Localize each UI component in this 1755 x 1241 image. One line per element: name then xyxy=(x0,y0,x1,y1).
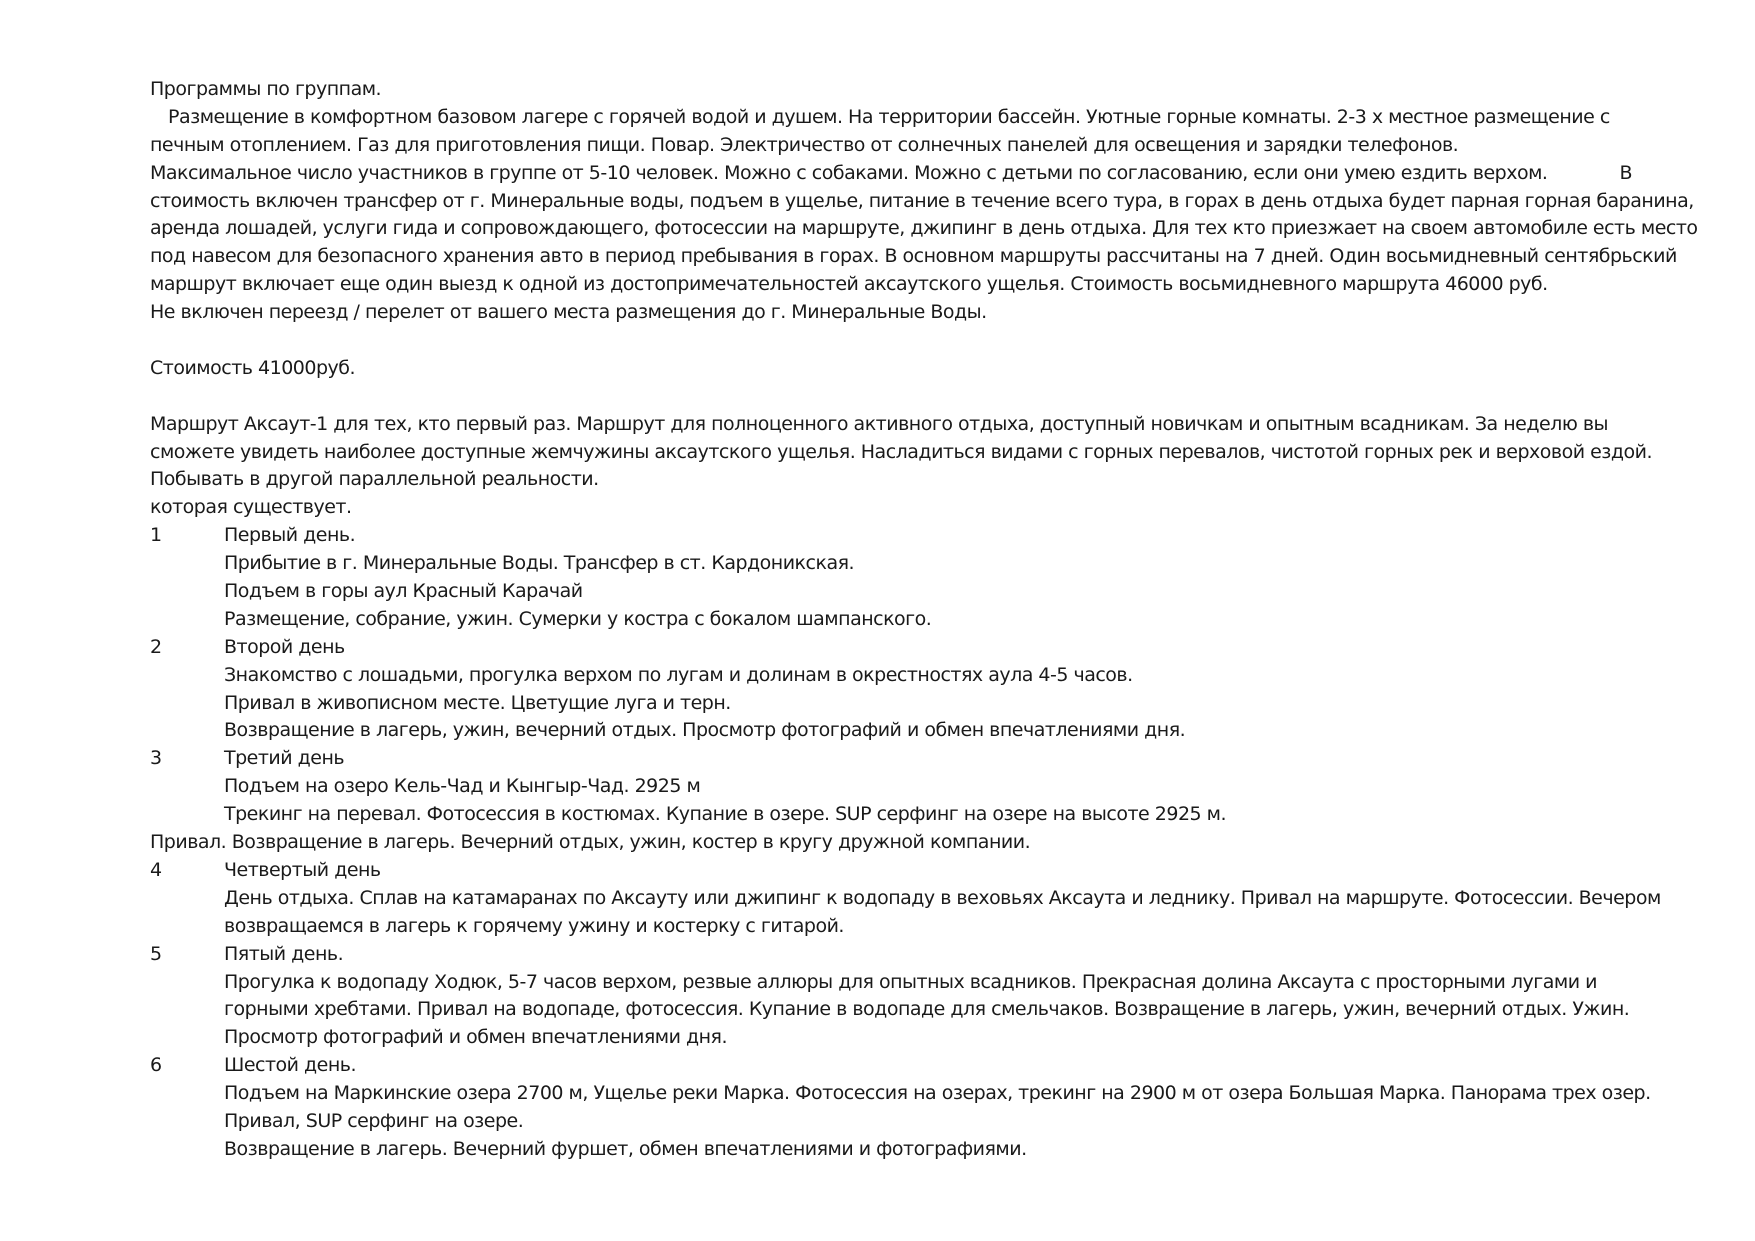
day-number: 3 xyxy=(150,747,162,770)
day-number: 6 xyxy=(150,1054,162,1077)
day-line: Подъем на озеро Кель-Чад и Кынгыр-Чад. 2925 м xyxy=(224,775,701,798)
day-line: Прогулка к водопаду Ходюк, 5-7 часов верхом, резвые аллюры для опытных всадников. Прекрасная долина Аксаута с просторными лугами и xyxy=(224,970,1597,993)
day-heading xyxy=(150,634,1690,662)
day-title: Второй день xyxy=(224,635,345,658)
day-number: 2 xyxy=(150,635,162,658)
document-body xyxy=(150,76,1698,1164)
day-line: Подъем в горы аул Красный Карачай xyxy=(224,580,583,603)
intro-line: под навесом для безопасного хранения авто в период пребывания в горах. В основном маршруты рассчитаны на 7 дней. Один восьмидневный сентябрьский xyxy=(150,245,1677,268)
day-line: Трекинг на перевал. Фотосессия в костюмах. Купание в озере. SUP серфинг на озере на высоте 2925 м. xyxy=(224,803,1227,826)
day-outdent-line: Привал. Возвращение в лагерь. Вечерний отдых, ужин, костер в кругу дружной компании. xyxy=(150,831,1031,854)
day-title: Четвертый день xyxy=(224,858,381,881)
day-line: День отдыха. Сплав на катамаранах по Аксауту или джипинг к водопаду в веховьях Аксаута и леднику. Привал на маршруте. Фотосессии. Вечером xyxy=(224,886,1661,909)
day-line: горными хребтами. Привал на водопаде, фотосессия. Купание в водопаде для смельчаков. Возвращение в лагерь, ужин, вечерний отдых. Ужин. xyxy=(224,998,1630,1021)
route-line: Маршрут Аксаут-1 для тех, кто первый раз. Маршрут для полноценного активного отдыха, доступный новичкам и опытным всадникам. За неделю вы xyxy=(150,412,1609,435)
intro-line: стоимость включен трансфер от г. Минеральные воды, подъем в ущелье, питание в течение всего тура, в горах в день отдыха будет парная горная баранина, xyxy=(150,189,1694,212)
intro-line-tail: В xyxy=(1619,161,1633,184)
day-line: Возвращение в лагерь, ужин, вечерний отдых. Просмотр фотографий и обмен впечатлениями дня. xyxy=(224,719,1186,742)
spacer xyxy=(150,327,1690,355)
day-line: Подъем на Маркинские озера 2700 м, Ущелье реки Марка. Фотосессия на озерах, трекинг на 2900 м от озера Большая Марка. Панорама трех озер. xyxy=(224,1082,1651,1105)
route-line: сможете увидеть наиболее доступные жемчужины аксаутского ущелья. Насладиться видами с горных перевалов, чистотой горных рек и верховой ездой. xyxy=(150,440,1653,463)
day-line: Просмотр фотографий и обмен впечатлениями дня. xyxy=(224,1026,728,1049)
intro-line xyxy=(150,160,1690,188)
day-line: Знакомство с лошадьми, прогулка верхом по лугам и долинам в окрестностях аула 4-5 часов. xyxy=(224,663,1133,686)
intro-line: печным отоплением. Газ для приготовления пищи. Повар. Электричество от солнечных панелей для освещения и зарядки телефонов. xyxy=(150,133,1459,156)
day-line: Привал в живописном месте. Цветущие луга и терн. xyxy=(224,691,731,714)
price-line: Стоимость 41000руб. xyxy=(150,356,356,379)
day-title: Шестой день. xyxy=(224,1054,357,1077)
intro-line: Размещение в комфортном базовом лагере с горячей водой и душем. На территории бассейн. Уютные горные комнаты. 2-3 х местное размещение с xyxy=(168,105,1610,128)
day-number: 5 xyxy=(150,942,162,965)
intro-line: Не включен переезд / перелет от вашего места размещения до г. Минеральные Воды. xyxy=(150,301,987,324)
day-line: возвращаемся в лагерь к горячему ужину и костерку с гитарой. xyxy=(224,914,844,937)
intro-line-text: Максимальное число участников в группе от 5-10 человек. Можно с собаками. Можно с детьми по согласованию, если они умею ездить верхом. xyxy=(150,161,1548,184)
day-line: Возвращение в лагерь. Вечерний фуршет, обмен впечатлениями и фотографиями. xyxy=(224,1137,1027,1160)
day-title: Третий день xyxy=(224,747,345,770)
day-line: Привал, SUP серфинг на озере. xyxy=(224,1109,524,1132)
intro-line: маршрут включает еще один выезд к одной из достопримечательностей аксаутского ущелья. Стоимость восьмидневного маршрута 46000 руб. xyxy=(150,273,1548,296)
route-line: Побывать в другой параллельной реальности. xyxy=(150,468,599,491)
route-line: которая существует. xyxy=(150,496,352,519)
day-heading xyxy=(150,745,1690,773)
day-title: Пятый день. xyxy=(224,942,344,965)
day-heading xyxy=(150,857,1690,885)
day-heading xyxy=(150,522,1690,550)
day-number: 1 xyxy=(150,524,162,547)
day-line: Размещение, собрание, ужин. Сумерки у костра с бокалом шампанского. xyxy=(224,607,932,630)
intro-line: аренда лошадей, услуги гида и сопровождающего, фотосессии на маршруте, джипинг в день отдыха. Для тех кто приезжает на своем автомобиле есть место xyxy=(150,217,1698,240)
day-heading xyxy=(150,1052,1690,1080)
day-line: Прибытие в г. Минеральные Воды. Трансфер в ст. Кардоникская. xyxy=(224,552,855,575)
day-title: Первый день. xyxy=(224,524,356,547)
day-number: 4 xyxy=(150,858,162,881)
spacer xyxy=(150,383,1690,411)
page-heading: Программы по группам. xyxy=(150,78,382,100)
day-heading xyxy=(150,941,1690,969)
